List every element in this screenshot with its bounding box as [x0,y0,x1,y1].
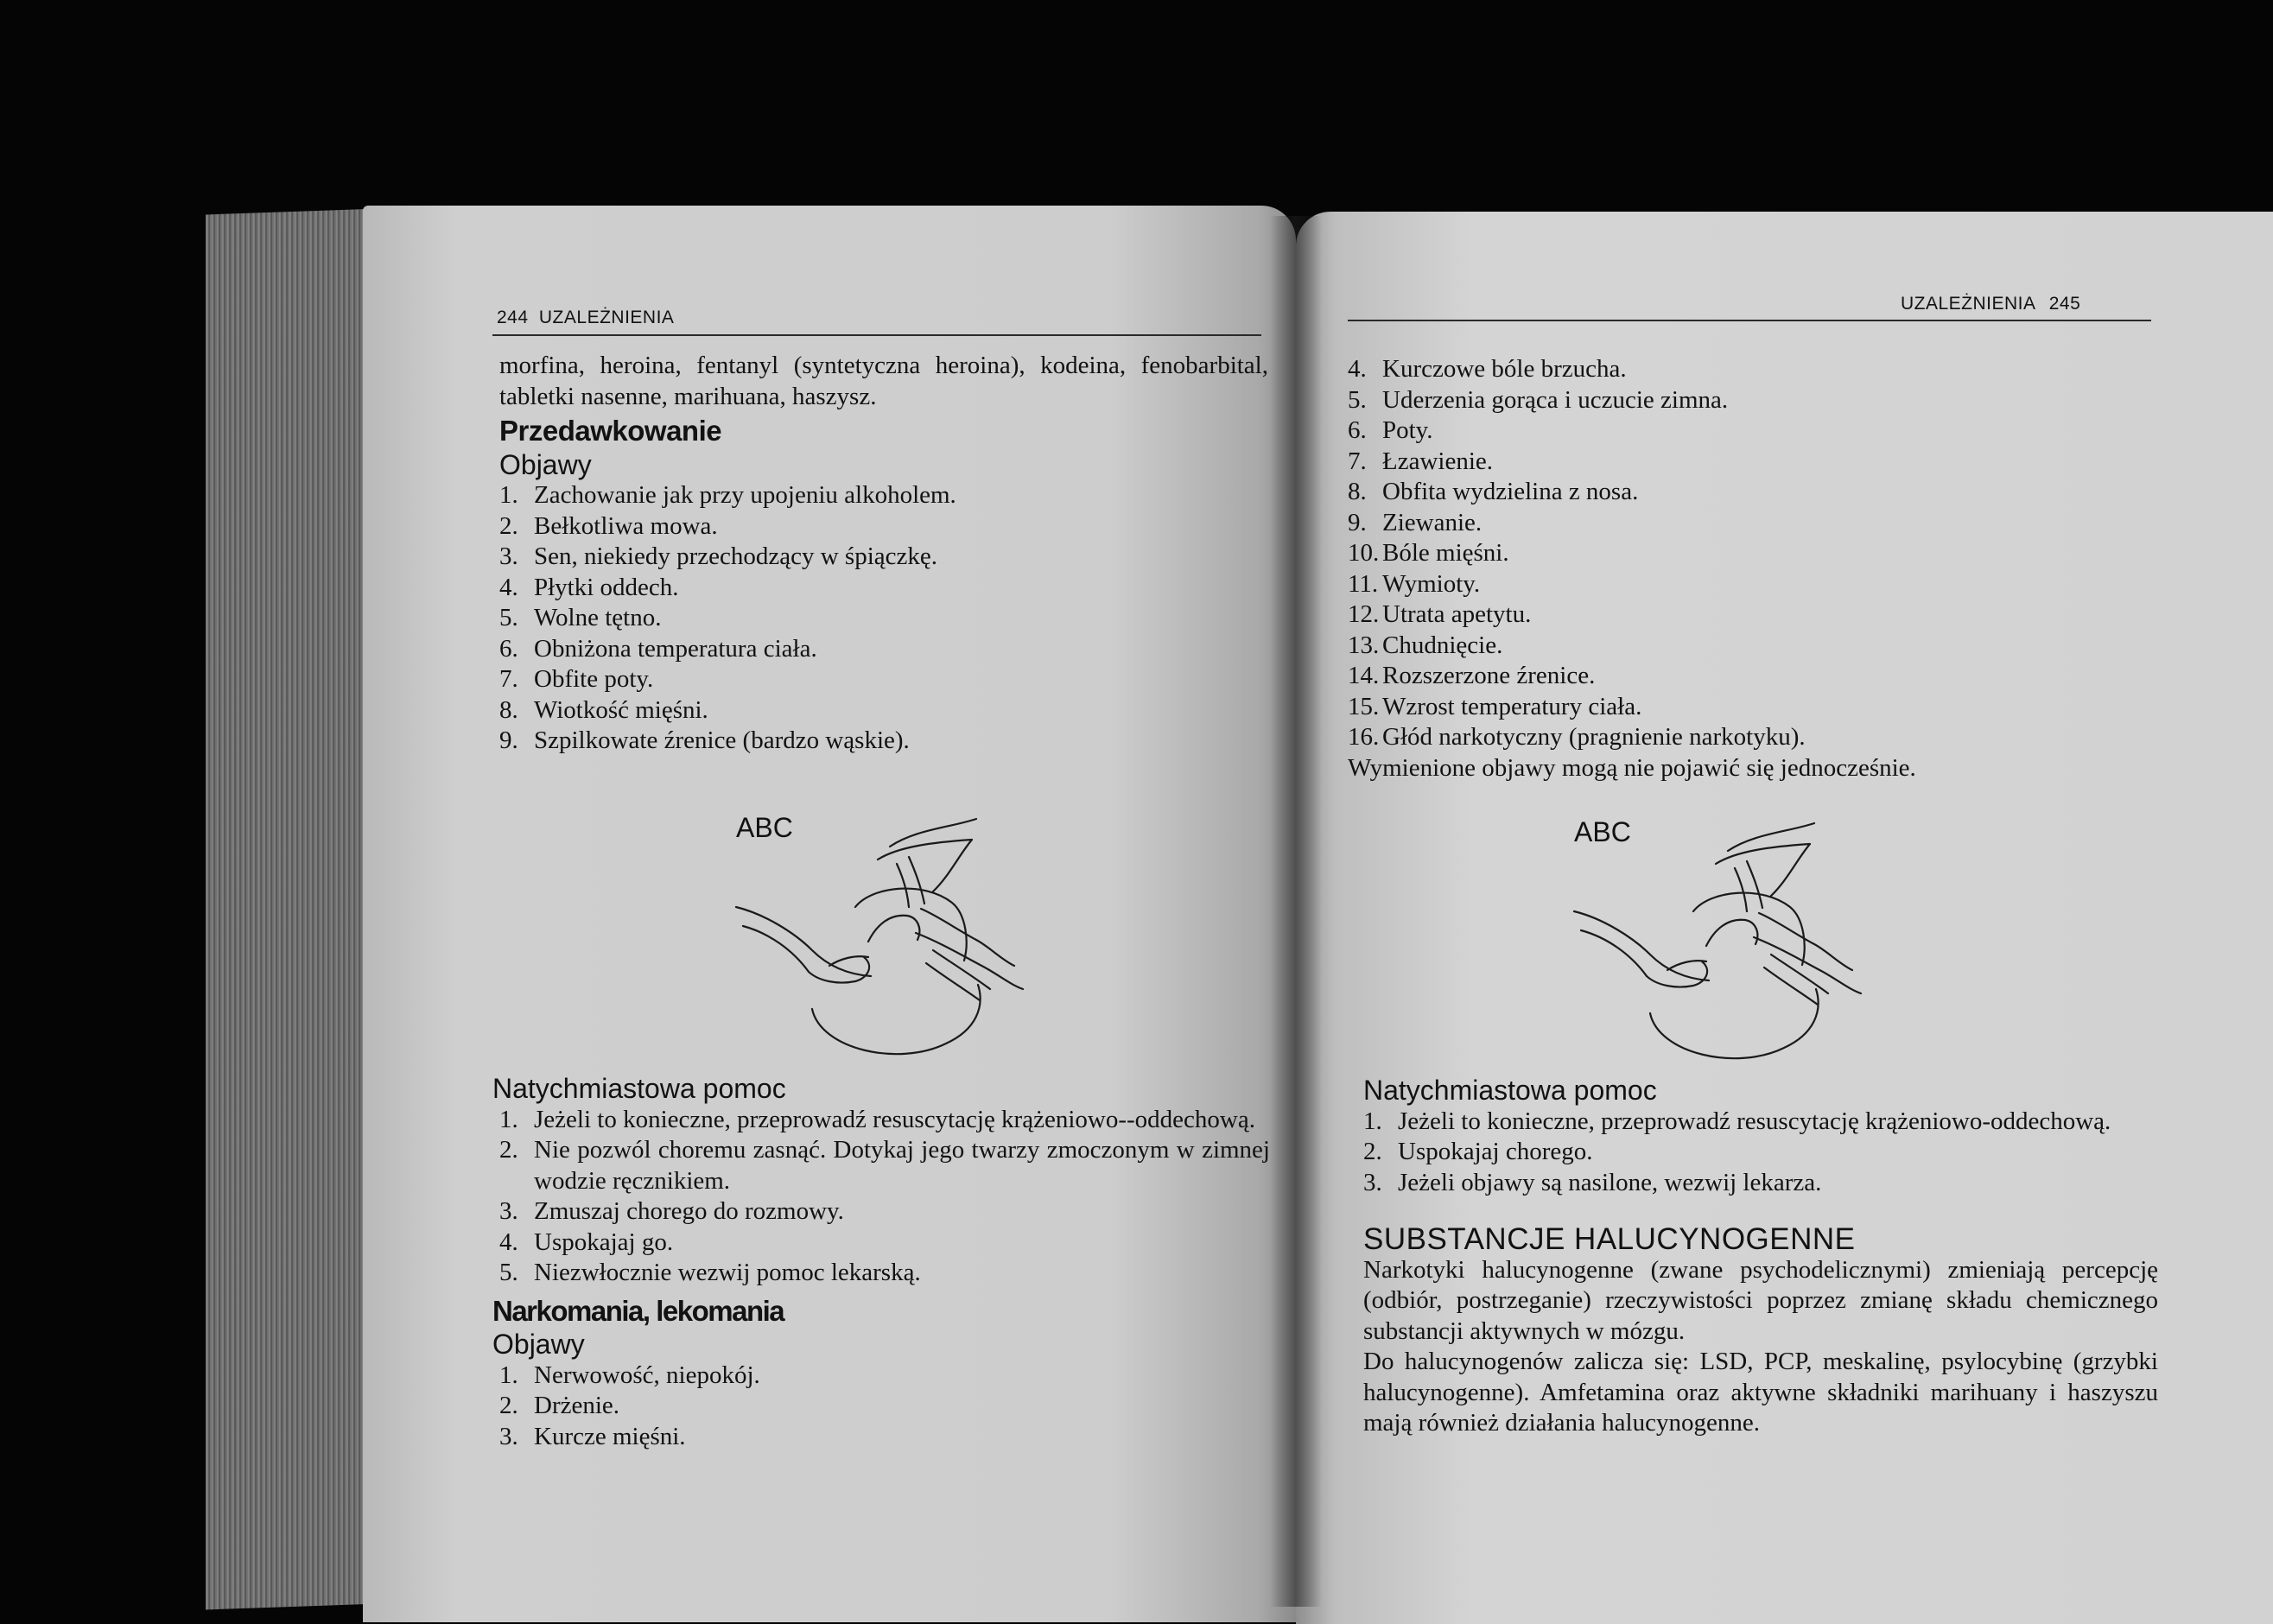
section-title-hallucinogens: SUBSTANCJE HALUCYNOGENNE [1363,1222,1856,1256]
right-page [1296,212,2273,1624]
left-page [363,206,1296,1622]
list-item: 1. Zachowanie jak przy upojeniu alkoholem. [499,481,956,509]
list-item: 4. Płytki oddech. [499,573,679,601]
right-help-block [1363,1075,2158,1439]
list-item: 14. Rozszerzone źrenice. [1348,662,1596,689]
list-item: 4. Uspokajaj go. [499,1228,674,1256]
list-item: 15. Wzrost temperatury ciała. [1348,692,1642,720]
subsection-symptoms-2: Objawy [492,1329,585,1360]
right-header-rule [1348,320,2151,321]
help-list [499,1105,1270,1289]
list-item: 3. Jeżeli objawy są nasilone, wezwij lekarza. [1363,1168,1822,1196]
section-title-overdose: Przedawkowanie [499,415,722,447]
list-item: 2. Nie pozwól choremu zasnąć. Dotykaj jego twarzy zmoczonym w zimnej wodzie ręcznikiem. [499,1136,1270,1195]
paragraph-2: Do halucynogenów zalicza się: LSD, PCP, meskalinę, psylocybinę (grzybki halucynogenne). Amfetamina oraz aktywne składniki marihuany i haszyszu mają również działania halucynogenne. [1363,1348,2158,1437]
section-title-addiction: Narkomania, lekomania [492,1294,784,1327]
right-page-number: 245 [2048,294,2081,314]
list-item: 12. Utrata apetytu. [1348,600,1532,628]
list-item: 5. Niezwłocznie wezwij pomoc lekarską. [499,1259,921,1286]
list-item: 9. Szpilkowate źrenice (bardzo wąskie). [499,726,910,754]
list-item: 3. Sen, niekiedy przechodzący w śpiączkę. [499,542,938,570]
right-content [1348,354,2151,783]
right-running-head [1901,294,2080,314]
list-item: 16. Głód narkotyczny (pragnienie narkotyku). [1348,723,1806,751]
book-page-edges [206,209,378,1610]
list-item: 5. Wolne tętno. [499,604,662,631]
list-item: 4. Kurczowe bóle brzucha. [1348,355,1627,383]
overdose-symptom-list [499,480,1268,757]
withdrawal-symptom-list [1348,354,2151,753]
list-item: 5. Uderzenia gorąca i uczucie zimna. [1348,385,1729,414]
list-item: 7. Obfite poty. [499,665,654,693]
addiction-symptom-list [499,1361,1270,1453]
list-item: 1. Nerwowość, niepokój. [499,1361,760,1389]
subsection-symptoms: Objawy [499,448,592,480]
list-item: 13. Chudnięcie. [1348,631,1503,659]
left-help-block [492,1074,1270,1452]
list-item: 2. Drżenie. [499,1392,620,1419]
list-item: 8. Obfita wydzielina z nosa. [1348,478,1639,505]
list-item: 8. Wiotkość mięśni. [499,695,708,724]
figure-label: ABC [1574,816,1631,847]
right-abc-illustration [1564,816,1875,1075]
list-item: 7. Łzawienie. [1348,447,1494,475]
figure-label: ABC [736,812,793,843]
list-item: 1. Jeżeli to konieczne, przeprowadź resuscytację krążeniowo--oddechową. [499,1105,1255,1133]
list-item: 6. Poty. [1348,416,1433,444]
list-item: 3. Kurcze mięśni. [499,1422,686,1450]
left-header-title: UZALEŻNIENIA [538,308,675,327]
list-item: 9. Ziewanie. [1348,508,1483,536]
left-content [499,351,1268,757]
list-item: 10. Bóle mięśni. [1348,539,1509,567]
help-title: Natychmiastowa pomoc [492,1073,786,1104]
note-text: Wymienione objawy mogą nie pojawić się jednocześnie. [1348,753,1916,782]
help-title: Natychmiastowa pomoc [1363,1075,1657,1106]
hands-on-face-illustration [1564,816,1875,1075]
right-header-title: UZALEŻNIENIA [1901,294,2035,314]
left-running-head [497,308,674,328]
hands-on-face-illustration [726,812,1037,1071]
list-item: 1. Jeżeli to konieczne, przeprowadź resuscytację krążeniowo-oddechową. [1363,1107,2111,1135]
list-item: 3. Zmuszaj chorego do rozmowy. [499,1197,844,1225]
help-list [1363,1107,2158,1199]
left-header-rule [492,334,1261,336]
list-item: 6. Obniżona temperatura ciała. [499,634,817,663]
list-item: 2. Bełkotliwa mowa. [499,511,718,540]
list-item: 11. Wymioty. [1348,569,1481,598]
paragraph-1: Narkotyki halucynogenne (zwane psychodelicznymi) zmieniają percepcję (odbiór, postrzeganie) rzeczywistości poprzez zmianę składu chemicznego substancji aktywnych w mózgu. [1363,1255,2158,1345]
left-page-number: 244 [497,308,529,327]
left-abc-illustration [726,812,1037,1071]
book-gutter-shadow [1270,216,1322,1607]
list-item: 2. Uspokajaj chorego. [1363,1138,1593,1165]
intro-text: morfina, heroina, fentanyl (syntetyczna heroina), kodeina, fenobarbital, tabletki nasenne, marihuana, haszysz. [499,352,1268,410]
